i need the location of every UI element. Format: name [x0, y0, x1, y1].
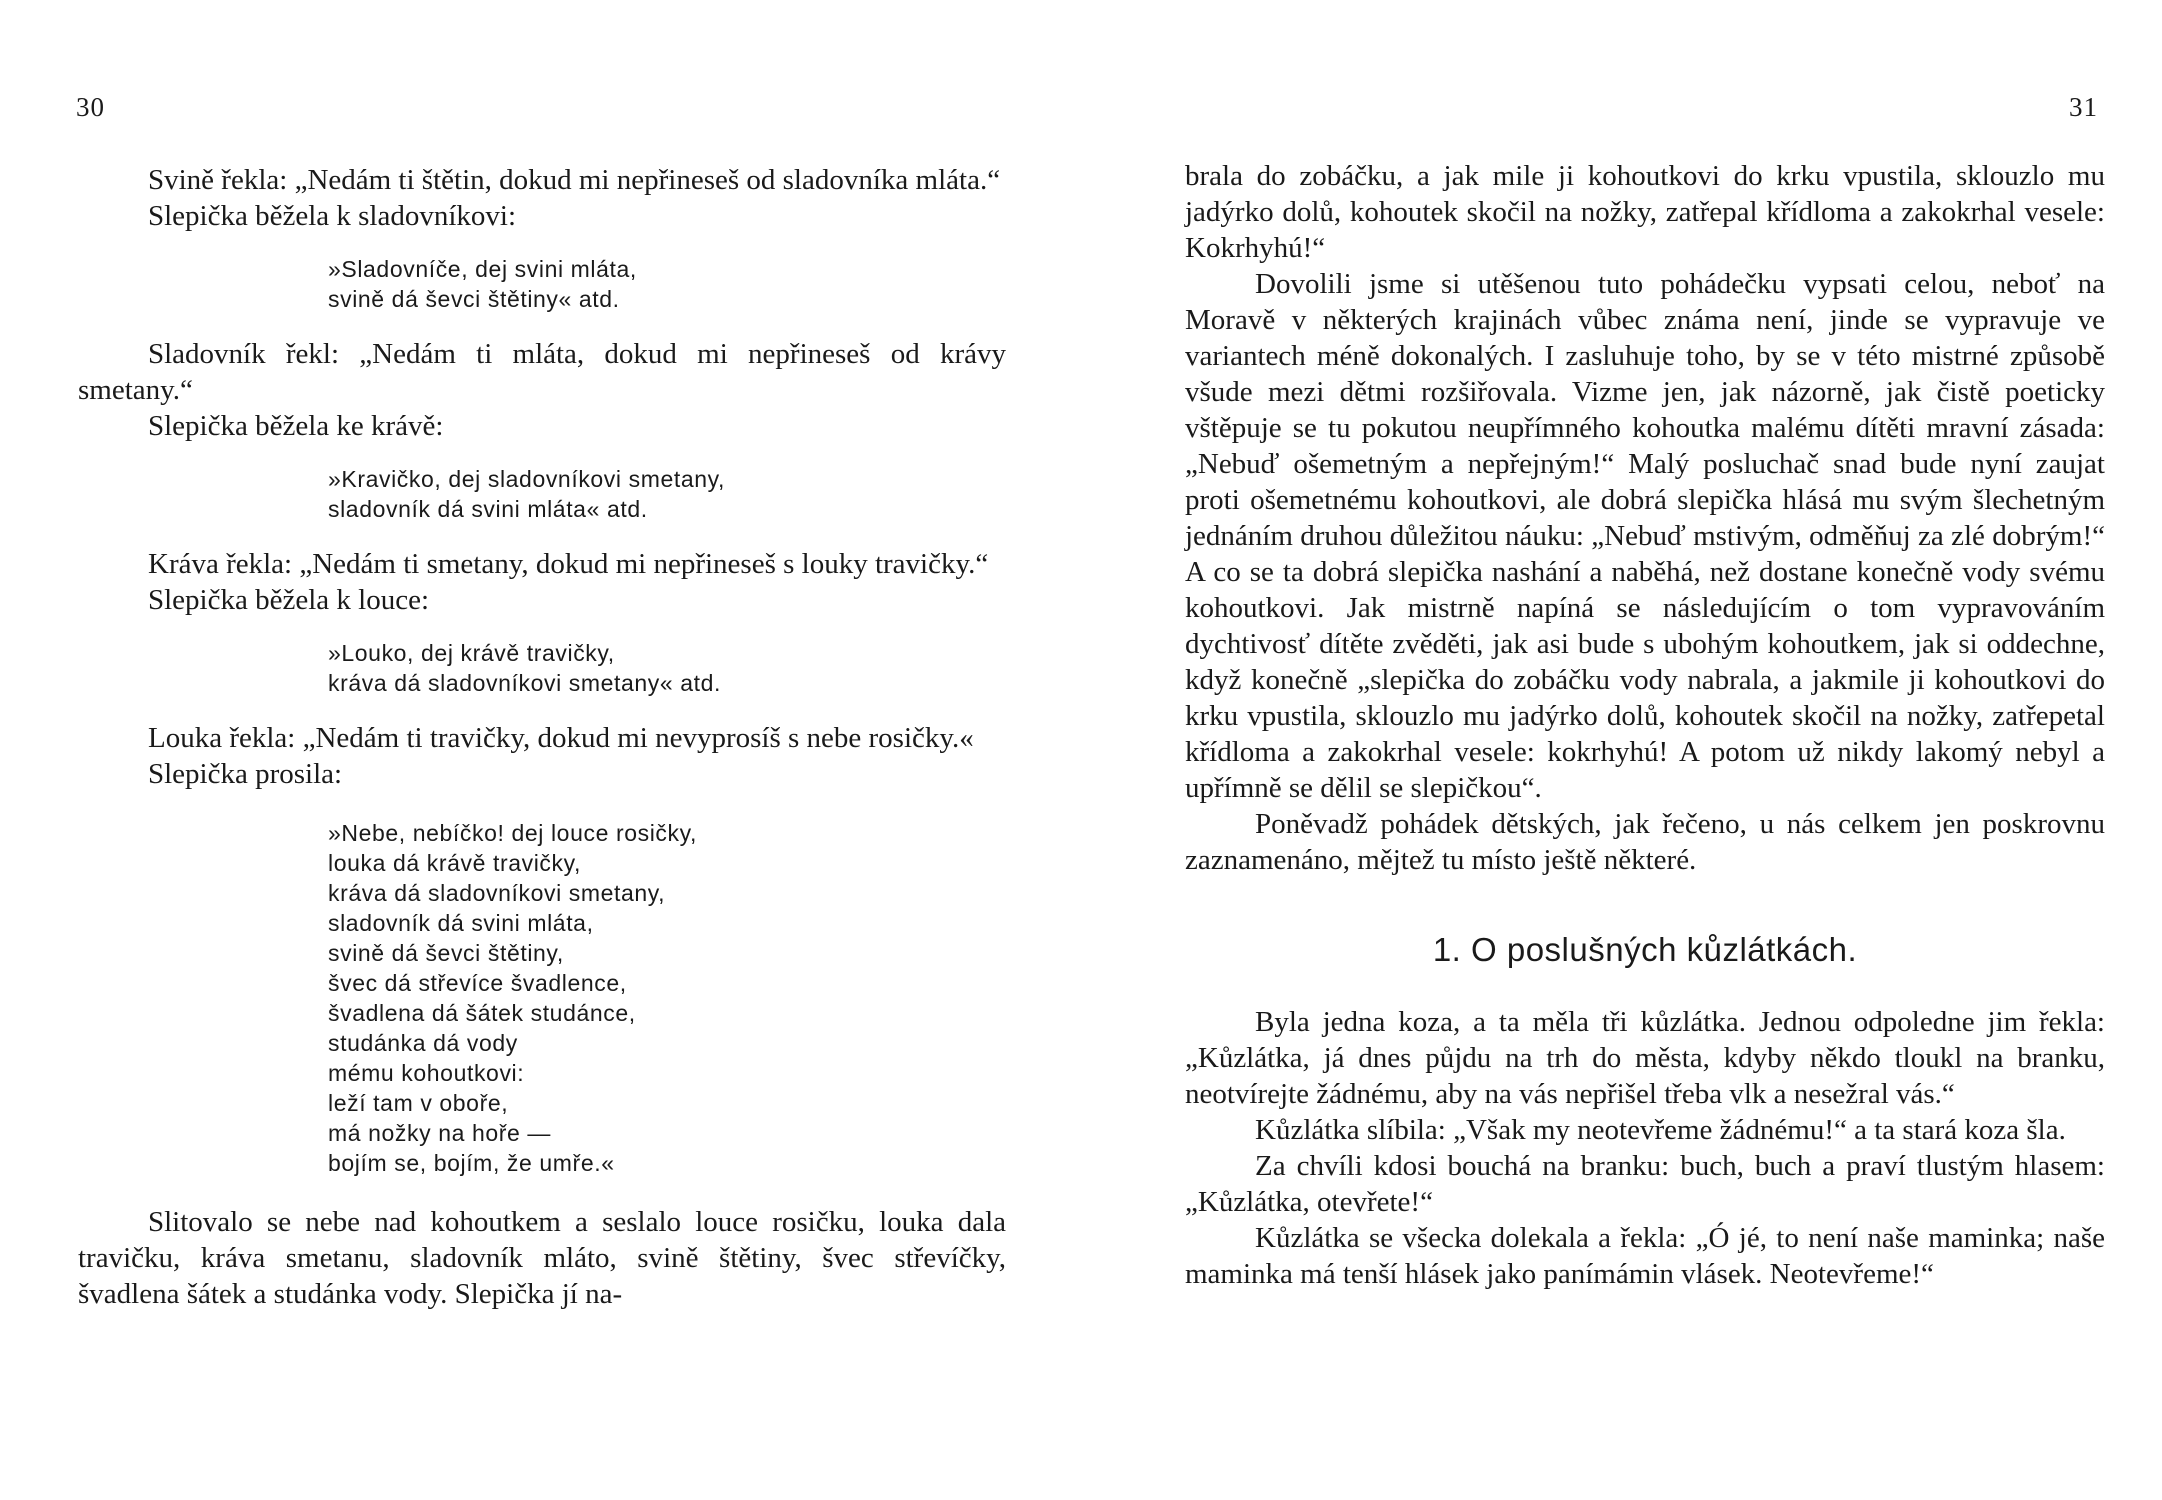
paragraph: Kráva řekla: „Nedám ti smetany, dokud mi nepřineseš s louky travičky.“: [148, 548, 989, 580]
verse-line: kráva dá sladovníkovi smetany,: [328, 880, 666, 906]
verse-line: sladovník dá svini mláta,: [328, 910, 594, 936]
paragraph: Louka řekla: „Nedám ti travičky, dokud mi nevyprosíš s nebe rosičky.«: [148, 722, 974, 754]
paragraph: Svině řekla: „Nedám ti štětin, dokud mi nepřineseš od sladovníka mláta.“: [148, 164, 1001, 196]
verse: [328, 818, 1006, 1178]
verse-line: sladovník dá svini mláta« atd.: [328, 496, 648, 522]
page-number-left: 30: [76, 92, 105, 122]
right-page: [1081, 0, 2162, 1500]
verse: [328, 464, 1006, 524]
verse-line: »Louko, dej krávě travičky,: [328, 640, 615, 666]
verse: [328, 254, 1006, 314]
verse-line: bojím se, bojím, že umře.«: [328, 1150, 615, 1176]
paragraph: Slitovalo se nebe nad kohoutkem a seslalo louce rosičku, louka dala travičku, kráva smetanu, sladovník mláto, svině štětiny, švec střevíčky, švadlena šátek a studánka vody. Slepička jí na-: [78, 1206, 1006, 1310]
verse: [328, 638, 1006, 698]
verse-line: »Sladovníče, dej svini mláta,: [328, 256, 637, 282]
verse-line: studánka dá vody: [328, 1030, 518, 1056]
section-heading: 1. O poslušných kůzlátkách.: [1432, 931, 1858, 968]
verse-line: mému kohoutkovi:: [328, 1060, 525, 1086]
speech-line: Slepička běžela k louce:: [148, 584, 430, 616]
verse-line: má nožky na hoře —: [328, 1120, 552, 1146]
paragraph: Byla jedna koza, a ta měla tři kůzlátka. Jednou odpoledne jim řekla: „Kůzlátka, já dnes půjdu na trh do města, kdyby někdo tloukl na branku, neotvírejte žádnému, aby na vás nepřišel třeba vlk a nesežral vás.“: [1185, 1006, 2105, 1110]
verse-line: »Nebe, nebíčko! dej louce rosičky,: [328, 820, 697, 846]
paragraph: Kůzlátka slíbila: „Však my neotevřeme žádnému!“ a ta stará koza šla.: [1255, 1114, 2066, 1146]
page-number-right: 31: [2069, 92, 2098, 122]
verse-line: »Kravičko, dej sladovníkovi smetany,: [328, 466, 726, 492]
verse-line: svině dá ševci štětiny« atd.: [328, 286, 620, 312]
right-page-text: [1185, 158, 2105, 1292]
paragraph: Poněvadž pohádek dětských, jak řečeno, u nás celkem jen poskrovnu zaznamenáno, mějtež tu místo ještě některé.: [1185, 808, 2105, 876]
verse-line: kráva dá sladovníkovi smetany« atd.: [328, 670, 722, 696]
paragraph: Sladovník řekl: „Nedám ti mláta, dokud mi nepřineseš od krávy smetany.“: [78, 338, 1006, 406]
paragraph: Kůzlátka se všecka dolekala a řekla: „Ó jé, to není naše maminka; naše maminka má tenší hlásek jako panímámin vlásek. Neotevřeme!“: [1185, 1222, 2105, 1290]
paragraph: Za chvíli kdosi bouchá na branku: buch, buch a praví tlustým hlasem: „Kůzlátka, otevřete!“: [1185, 1150, 2105, 1218]
paragraph: Dovolili jsme si utěšenou tuto pohádečku vypsati celou, neboť na Moravě v některých krajinách vůbec známa není, jinde se vypravuje ve variantech méně dokonalých. I zasluhuje toho, by se v této mistrné způsobě všude mezi dětmi rozšiřovala. Vizme jen, jak názorně, jak čistě poeticky vštěpuje se tu pokutou neupřímného kohoutka malému dítěti mravní zásada: „Nebuď ošemetným a nepřejným!“ Malý posluchač snad bude nyní zaujat proti ošemetnému kohoutkovi, ale dobrá slepička hlásá mu svým šlechetným jednáním druhou důležitou náuku: „Nebuď mstivým, odměňuj za zlé dobrým!“ A co se ta dobrá slepička nashání a naběhá, než dostane konečně vody svému kohoutkovi. Jak mistrně napíná se následujícím o tom vypravováním dychtivosť dítěte zvěděti, jak asi bude s ubohým kohoutkem, jak si oddechne, když konečně „slepička do zobáčku vody nabrala, a jakmile ji kohoutkovi do krku vpustila, sklouzlo mu jadýrko dolů, kohoutek skočil na nožky, zatřepetal křídloma a zakokrhal vesele: kokrhyhú! A potom už nikdy lakomý nebyl a upřímně se dělil se slepičkou“.: [1185, 268, 2105, 804]
verse-line: švadlena dá šátek studánce,: [328, 1000, 636, 1026]
speech-line: Slepička běžela k sladovníkovi:: [148, 200, 517, 232]
verse-line: švec dá střevíce švadlence,: [328, 970, 627, 996]
left-page-text: [78, 162, 1006, 1312]
paragraph-continuation: brala do zobáčku, a jak mile ji kohoutkovi do krku vpustila, sklouzlo mu jadýrko dolů, kohoutek skočil na nožky, zatřepal křídloma a zakokrhal vesele: Kokrhyhú!“: [1185, 160, 2105, 264]
speech-line: Slepička běžela ke krávě:: [148, 410, 444, 442]
verse-line: svině dá ševci štětiny,: [328, 940, 564, 966]
verse-line: leží tam v oboře,: [328, 1090, 509, 1116]
speech-line: Slepička prosila:: [148, 758, 343, 790]
verse-line: louka dá krávě travičky,: [328, 850, 582, 876]
